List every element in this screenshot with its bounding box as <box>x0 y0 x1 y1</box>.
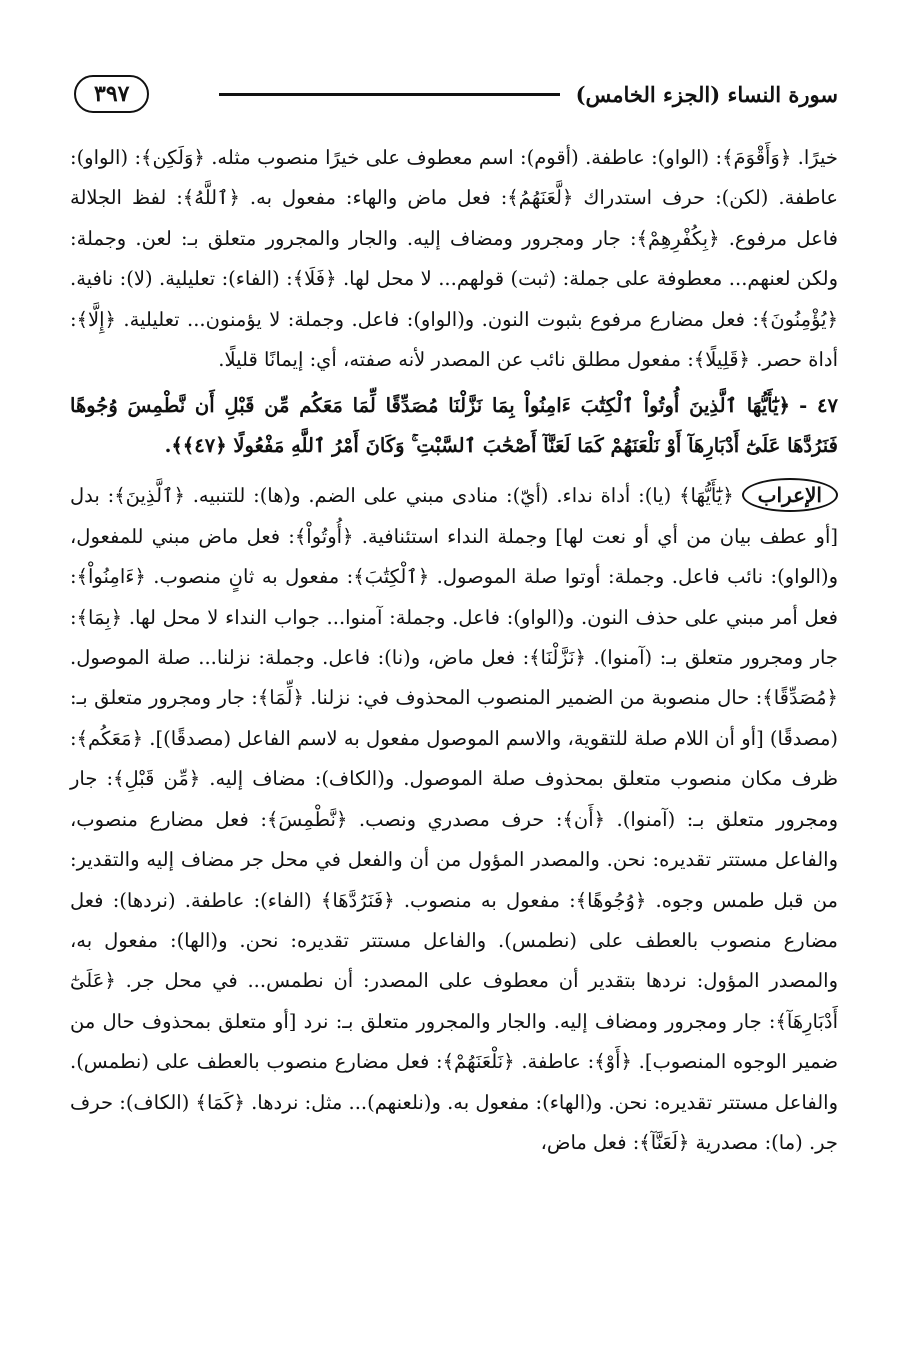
running-title: سورة النساء (الجزء الخامس) <box>575 81 838 107</box>
irab-badge: الإعراب <box>742 478 838 512</box>
grammar-paragraph: خيرًا. ﴿وَأَقْوَمَ﴾: (الواو): عاطفة. (أقوم): اسم معطوف على خيرًا منصوب مثله. ﴿وَلَكِن﴾: (الواو): عاطفة. (لكن): حرف استدراك ﴿لَّعَنَهُمُ﴾: فعل ماض والهاء: مفعول به. ﴿ٱللَّهُ﴾: لفظ الجلالة فاعل مرفوع. ﴿بِكُفْرِهِمْ﴾: جار ومجرور ومضاف إليه. والجار والمجرور متعلق بـ: لعن. وجملة: ولكن لعنهم... معطوفة على جملة: (ثبت) قولهم... لا محل لها. ﴿فَلَا﴾: (الفاء): تعليلية. (لا): نافية. ﴿يُؤْمِنُونَ﴾: فعل مضارع مرفوع بثبوت النون. و(الواو): فاعل. وجملة: لا يؤمنون... تعليلية. ﴿إِلَّا﴾: أداة حصر. ﴿قَلِيلًا﴾: مفعول مطلق نائب عن المصدر لأنه صفته، أي: إيمانًا قليلًا. <box>70 146 838 372</box>
page-number: ٣٩٧ <box>74 75 149 113</box>
page-header <box>74 64 838 124</box>
verse-text: ﴿يَٰٓأَيُّهَا ٱلَّذِينَ أُوتُواْ ٱلْكِتَٰبَ ءَامِنُواْ بِمَا نَزَّلْنَا مُصَدِّقًا لِّمَا مَعَكُم مِّن قَبْلِ أَن نَّطْمِسَ وُجُوهًا فَنَرُدَّهَا عَلَىٰٓ أَدْبَارِهَآ أَوْ نَلْعَنَهُمْ كَمَا لَعَنَّآ أَصْحَٰبَ ٱلسَّبْتِ ۚ وَكَانَ أَمْرُ ٱللَّهِ مَفْعُولًا ﴿٤٧﴾﴾. <box>70 394 838 458</box>
irab-text: ﴿يَٰٓأَيُّهَا﴾ (يا): أداة نداء. (أيّ): منادى مبني على الضم. و(ها): للتنبيه. ﴿ٱلَّذِينَ﴾: بدل [أو عطف بيان من أي أو نعت لها] وجملة النداء استئنافية. ﴿أُوتُواْ﴾: فعل ماض مبني للمفعول، و(الواو): نائب فاعل. وجملة: أوتوا صلة الموصول. ﴿ٱلْكِتَٰبَ﴾: مفعول به ثانٍ منصوب. ﴿ءَامِنُواْ﴾: فعل أمر مبني على حذف النون. و(الواو): فاعل. وجملة: آمنوا... جواب النداء لا محل لها. ﴿بِمَا﴾: جار ومجرور متعلق بـ: (آمنوا). ﴿نَزَّلْنَا﴾: فعل ماض، و(نا): فاعل. وجملة: نزلنا... صلة الموصول. ﴿مُصَدِّقًا﴾: حال منصوبة من الضمير المنصوب المحذوف في: نزلنا. ﴿لِّمَا﴾: جار ومجرور متعلق بـ: (مصدقًا) [أو أن اللام صلة للتقوية، والاسم الموصول مفعول به لاسم الفاعل (مصدقًا)]. ﴿مَعَكُم﴾: ظرف مكان منصوب متعلق بمحذوف صلة الموصول. و(الكاف): مضاف إليه. ﴿مِّن قَبْلِ﴾: جار ومجرور متعلق بـ: (آمنوا). ﴿أَن﴾: حرف مصدري ونصب. ﴿نَّطْمِسَ﴾: فعل مضارع منصوب، والفاعل مستتر تقديره: نحن. والمصدر المؤول من أن والفعل في محل جر مضاف إليه والتقدير: من قبل طمس وجوه. ﴿وُجُوهًا﴾: مفعول به منصوب. ﴿فَنَرُدَّهَا﴾ (الفاء): عاطفة. (نردها): فعل مضارع منصوب بالعطف على (نطمس). والفاعل مستتر تقديره: نحن. و(الها): مفعول به، والمصدر المؤول: نردها بتقدير أن معطوف على المصدر: أن نطمس... في محل جر. ﴿عَلَىٰٓ أَدْبَارِهَآ﴾: جار ومجرور ومضاف إليه. والجار والمجرور متعلق بـ: نرد [أو متعلق بمحذوف حال من ضمير الوجوه المنصوب]. ﴿أَوْ﴾: عاطفة. ﴿نَلْعَنَهُمْ﴾: فعل مضارع منصوب بالعطف على (نطمس). والفاعل مستتر تقديره: نحن. و(الهاء): مفعول به. و(نلعنهم)... مثل: نردها. ﴿كَمَا﴾ (الكاف): حرف جر. (ما): مصدرية ﴿لَعَنَّآ﴾: فعل ماض، <box>70 484 838 1154</box>
quran-verse <box>70 386 838 466</box>
verse-number: ٤٧ - <box>799 394 838 418</box>
page-content <box>70 138 838 1163</box>
irab-section <box>70 476 838 1163</box>
header-rule <box>219 93 559 96</box>
